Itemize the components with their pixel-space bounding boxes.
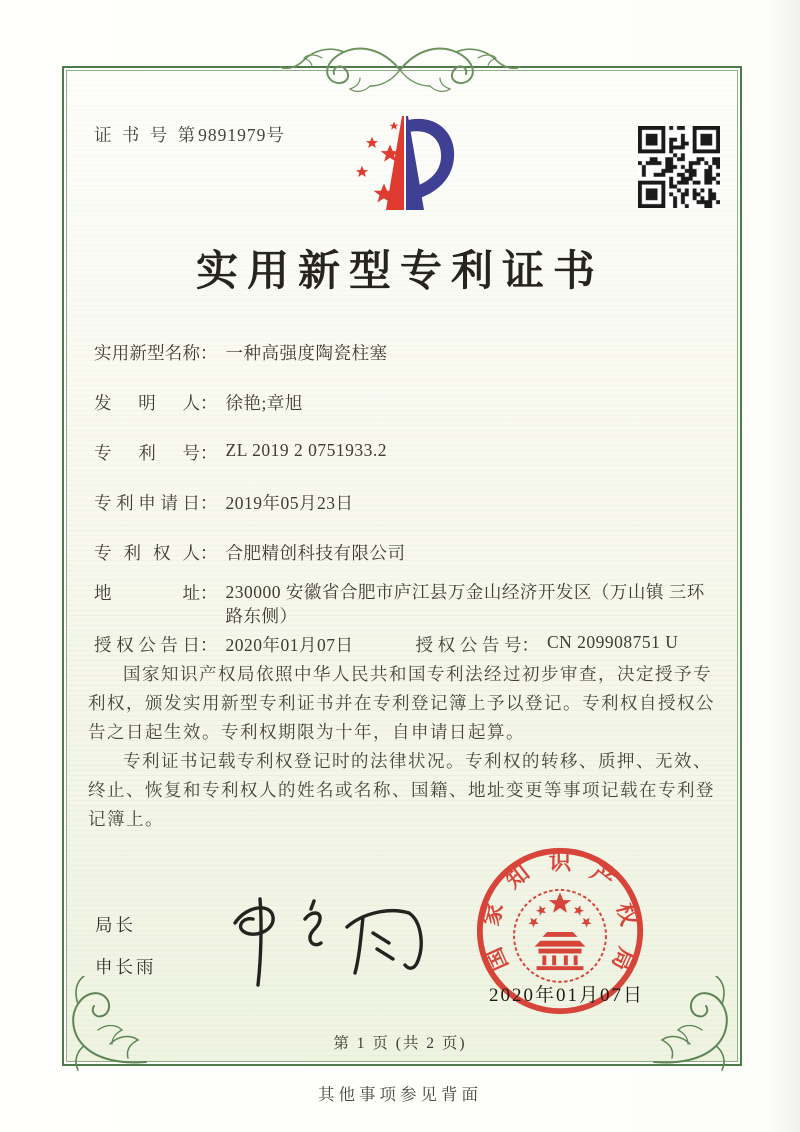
field-row-patent-no [94, 440, 387, 465]
svg-text:识: 识 [548, 849, 572, 875]
svg-text:权: 权 [612, 900, 642, 929]
legal-text [88, 660, 730, 834]
director-name: 申长雨 [95, 957, 157, 977]
svg-text:知: 知 [500, 859, 535, 894]
field-value: 徐艳;章旭 [225, 393, 303, 413]
field-label: 实用新型名称 [94, 343, 200, 363]
grant-date-value: 2020年01月07日 [225, 635, 354, 655]
qr-code [638, 126, 720, 208]
field-label: 专利申请日 [94, 493, 200, 513]
field-value: 230000 安徽省合肥市庐江县万金山经济开发区（万山镇 三环路东侧） [225, 582, 705, 626]
director-block [95, 912, 157, 979]
certificate-number-digits: 9891979 [198, 125, 267, 145]
colon: ： [200, 635, 218, 655]
field-label: 地址 [94, 583, 200, 603]
field-value: 一种高强度陶瓷柱塞 [225, 343, 388, 363]
cnipa-logo-icon [342, 110, 464, 218]
field-row-filing-date [94, 490, 354, 515]
certificate-number-prefix: 证 书 号 第 [94, 125, 199, 145]
field-value: 2019年05月23日 [225, 493, 354, 513]
page-number: 第 1 页 (共 2 页) [333, 1035, 467, 1052]
field-row-patentee [94, 540, 406, 565]
field-row-inventor [94, 390, 303, 415]
field-label: 授权公告日 [94, 635, 200, 655]
colon: ： [200, 583, 218, 603]
certificate-number-suffix: 号 [266, 125, 287, 145]
legal-paragraph-1: 国家知识产权局依照中华人民共和国专利法经过初步审查，决定授予专利权，颁发实用新型专利证书并在专利登记簿上予以登记。专利权自授权公告之日起生效。专利权期限为十年，自申请日起算。 [88, 664, 715, 742]
colon: ： [200, 343, 218, 363]
back-note: 其他事项参见背面 [318, 1085, 482, 1104]
svg-text:家: 家 [478, 900, 508, 929]
colon: ： [521, 635, 539, 655]
certificate-number [94, 122, 287, 147]
field-label: 授权公告号 [415, 635, 522, 655]
grant-number-value: CN 209908751 U [547, 632, 679, 652]
director-signature [213, 893, 433, 993]
legal-paragraph-2: 专利证书记载专利权登记时的法律状况。专利权的转移、质押、无效、终止、恢复和专利权人的姓名或名称、国籍、地址变更等事项记载在专利登记簿上。 [88, 751, 715, 829]
field-label: 专利权人 [94, 543, 200, 563]
colon: ： [200, 443, 218, 463]
svg-text:局: 局 [607, 943, 640, 975]
field-label: 专利号 [94, 443, 200, 463]
field-value: 合肥精创科技有限公司 [225, 543, 406, 563]
grant-number-pair [416, 632, 679, 657]
colon: ： [200, 393, 218, 413]
colon: ： [200, 543, 218, 563]
field-row-name [94, 340, 388, 365]
director-title: 局长 [95, 915, 136, 935]
field-label: 发明人 [94, 393, 200, 413]
field-row-address [94, 580, 706, 628]
field-value: ZL 2019 2 0751933.2 [225, 440, 387, 460]
seal-date: 2020年01月07日 [489, 985, 645, 1006]
field-row-grant [94, 632, 678, 657]
certificate-title: 实用新型专利证书 [195, 249, 604, 295]
colon: ： [200, 493, 218, 513]
svg-text:产: 产 [585, 859, 620, 894]
svg-text:国: 国 [480, 943, 513, 975]
